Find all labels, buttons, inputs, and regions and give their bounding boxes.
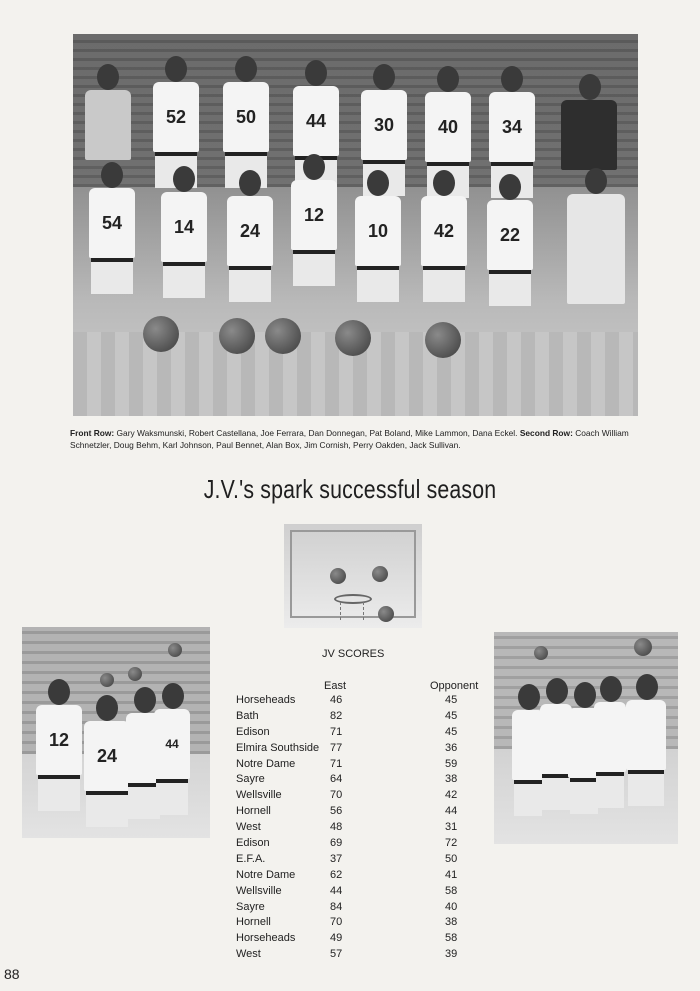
score-row: Horseheads 46 45 — [236, 694, 458, 706]
practice-player: 44 — [150, 683, 194, 833]
score-row: Edison 71 45 — [236, 725, 458, 738]
back-row-player: 34 — [485, 66, 539, 216]
kneeling-coach-figure — [561, 168, 631, 318]
basketball — [330, 568, 346, 584]
basketball — [372, 566, 388, 582]
basketball — [265, 318, 301, 354]
practice-player: 12 — [32, 679, 86, 829]
front-row-player: 12 — [287, 154, 341, 304]
front-row-player: 42 — [417, 170, 471, 320]
scores-table — [236, 694, 466, 964]
east-column-header: East — [324, 680, 347, 692]
page-number: 88 — [4, 966, 20, 982]
score-row: Wellsville 70 42 — [236, 789, 458, 802]
second-row-label: Second Row: — [519, 428, 573, 438]
front-row-player: 10 — [351, 170, 405, 320]
front-row-player: 24 — [223, 170, 277, 320]
score-row: Sayre 64 38 — [236, 773, 458, 786]
front-row-player: 22 — [483, 174, 537, 324]
back-row-player: 40 — [421, 66, 475, 216]
front-row-player: 54 — [85, 162, 139, 312]
front-row-label: Front Row: — [70, 428, 115, 438]
practice-player: 24 — [80, 695, 134, 838]
score-row: Notre Dame 71 59 — [236, 757, 458, 770]
team-photo — [73, 34, 638, 416]
score-row: Hornell 56 44 — [236, 805, 458, 818]
left-practice-photo — [22, 627, 210, 838]
score-row: Horseheads 49 58 — [236, 932, 458, 945]
score-row: West 48 31 — [236, 821, 458, 834]
back-row-player: 44 — [289, 60, 343, 210]
second-row-names: Coach William Schnetzler, Doug Behm, Karl Johnson, Paul Bennet, Alan Box, Jim Cornish, Perry Oakden, Jack Sullivan. — [70, 428, 629, 450]
score-row: Wellsville 44 58 — [236, 884, 458, 897]
basketball — [335, 320, 371, 356]
basketball — [425, 322, 461, 358]
score-row: Elmira Southside 77 36 — [236, 741, 458, 754]
right-practice-photo — [494, 632, 678, 844]
basketball — [378, 606, 394, 622]
back-row-player: 30 — [357, 64, 411, 214]
scores-title: JV SCORES — [322, 648, 385, 660]
back-row-player: 50 — [219, 56, 273, 206]
basketball — [534, 646, 548, 660]
score-row: Edison 69 72 — [236, 837, 458, 850]
basketball — [168, 643, 182, 657]
photo-caption — [70, 427, 645, 451]
front-row-names: Gary Waksmunski, Robert Castellana, Joe Ferrara, Dan Donnegan, Pat Boland, Mike Lammon, Dana Eckel. — [116, 428, 518, 438]
basketball — [219, 318, 255, 354]
basketball — [128, 667, 142, 681]
score-row: E.F.A. 37 50 — [236, 852, 458, 865]
score-row: Bath 82 45 — [236, 709, 458, 722]
basketball — [100, 673, 114, 687]
score-row: West 57 39 — [236, 948, 458, 961]
back-row-player: 52 — [149, 56, 203, 206]
score-row: Hornell 70 38 — [236, 916, 458, 929]
basketball — [143, 316, 179, 352]
page-title: J.V.'s spark successful season — [203, 474, 497, 504]
score-row: Sayre 84 40 — [236, 900, 458, 913]
hoop-net — [340, 602, 364, 620]
front-row-player: 14 — [157, 166, 211, 316]
score-row: Notre Dame 62 41 — [236, 868, 458, 881]
hoop-photo — [284, 524, 422, 628]
opponent-column-header: Opponent — [430, 680, 479, 692]
practice-player — [622, 674, 670, 824]
basketball — [634, 638, 652, 656]
